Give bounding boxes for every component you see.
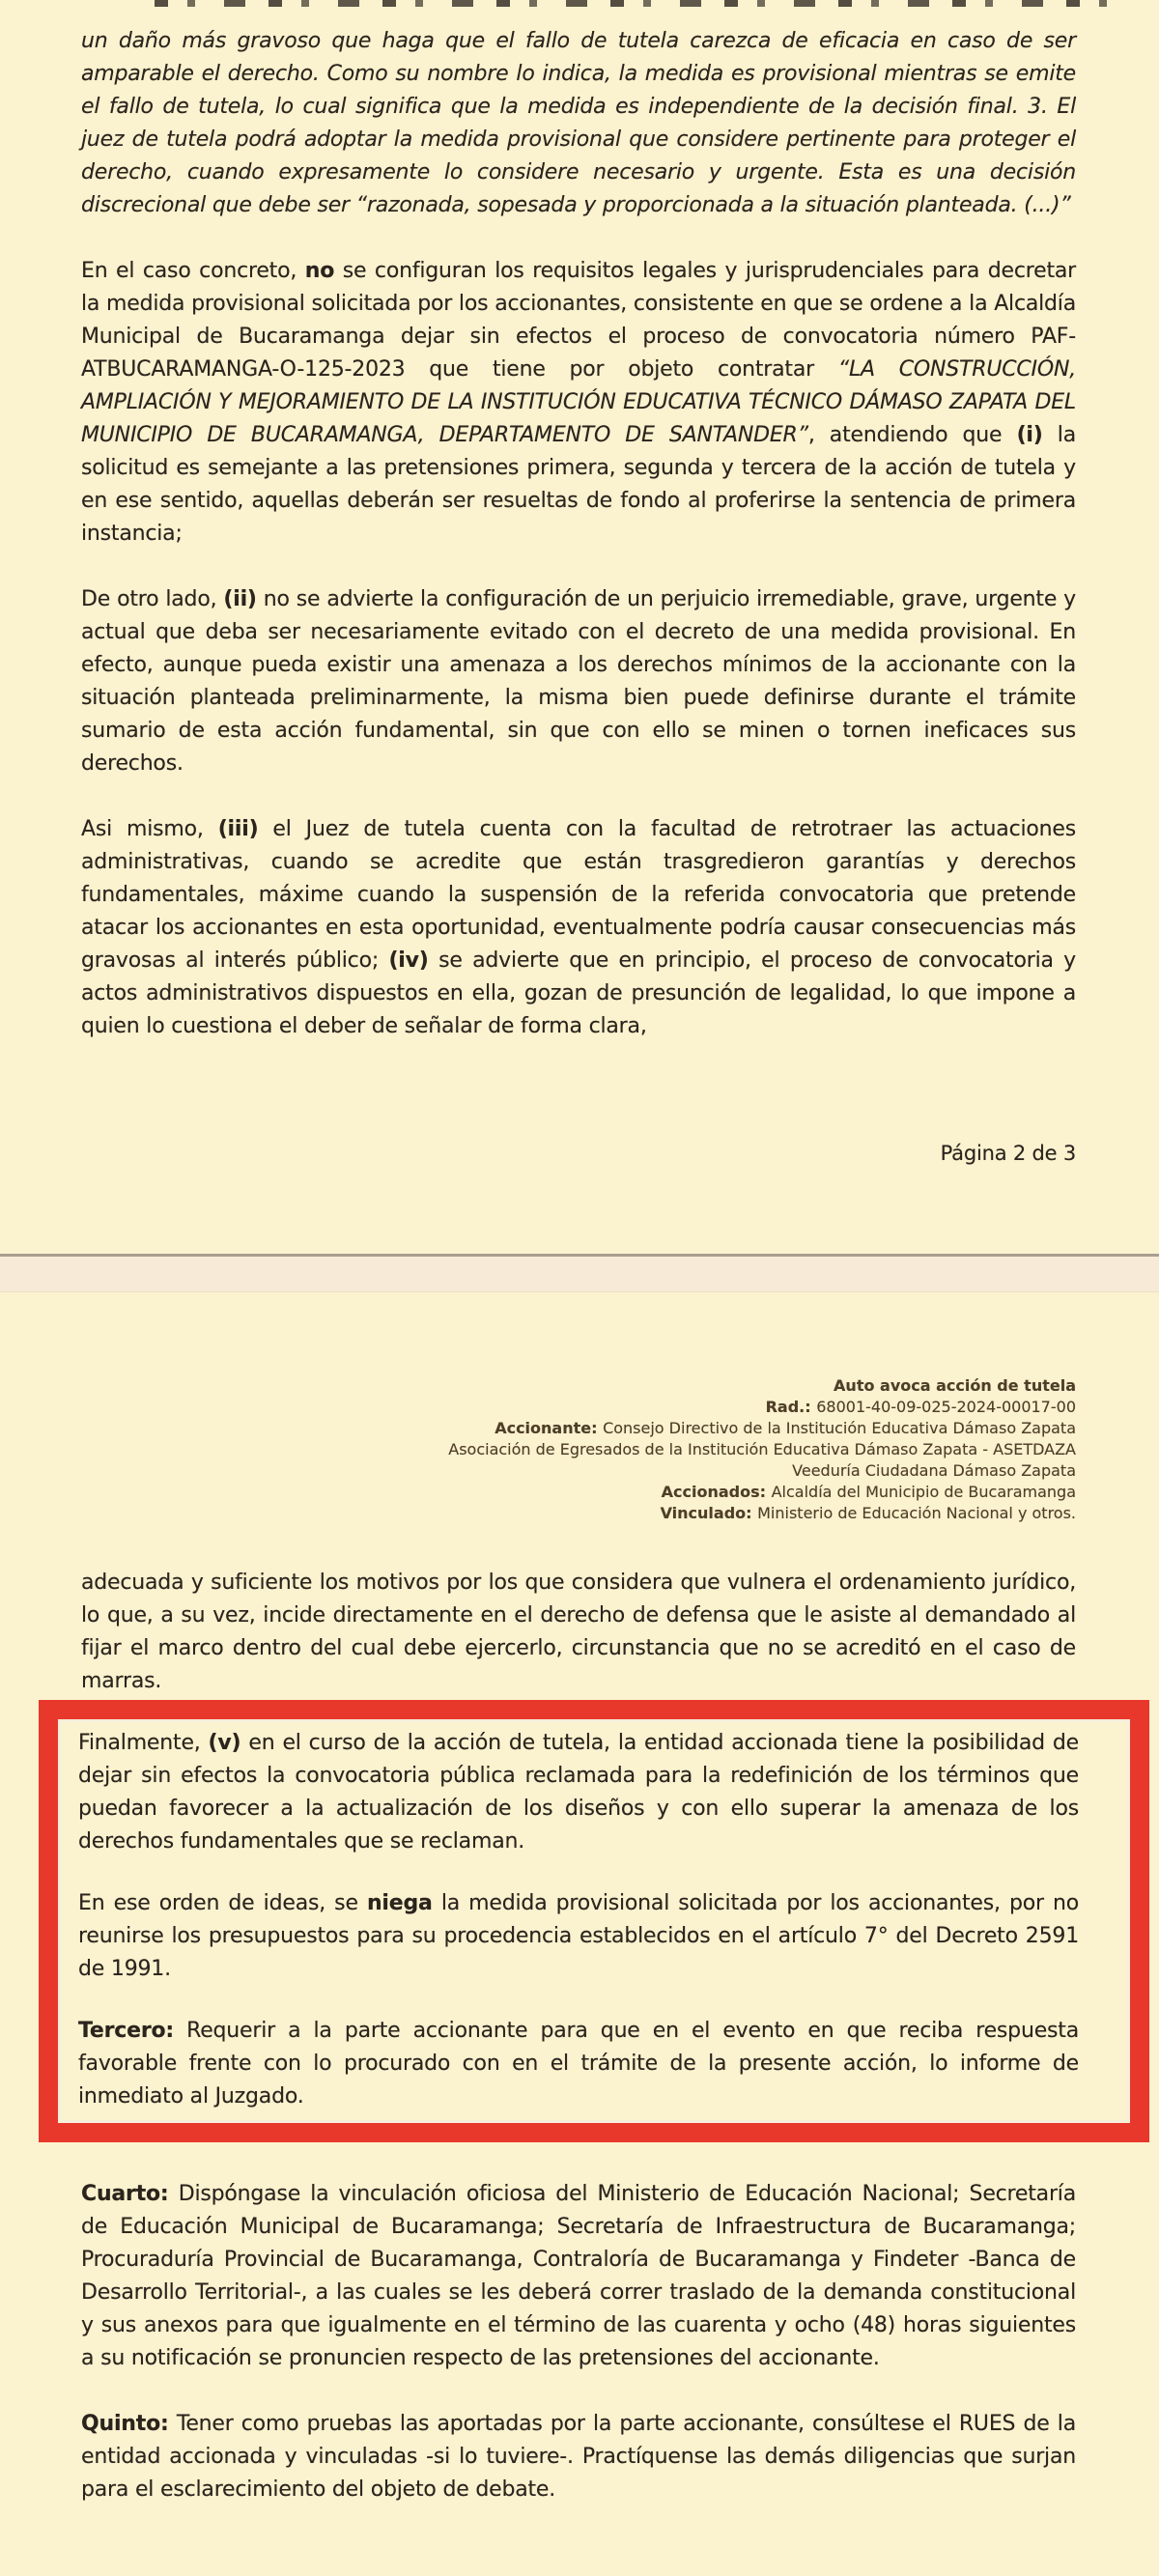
page-number: Página 2 de 3 — [940, 1142, 1076, 1165]
header-line-title: Auto avoca acción de tutela — [834, 1376, 1076, 1395]
paragraph-asi-mismo: Asi mismo, (iii) el Juez de tutela cuenta con la facultad de retrotraer las actuaciones administrativas, cuando se acredite que están trasgredieron garantías y derechos fundamentales, máxime cuando la suspensión de la referida convocatoria que pretende atacar los accionantes en esta oportunidad, eventualmente podría causar consecuencias más gravosas al interés público; (iv) se advierte que en principio, el proceso de convocatoria y actos administrativos dispuestos en ella, gozan de presunción de legalidad, lo que impone a quien lo cuestiona el deber de señalar de forma clara, — [81, 817, 1076, 1038]
paragraph-de-otro-lado: De otro lado, (ii) no se advierte la configuración de un perjuicio irremediable, grave, urgente y actual que deba ser necesariamente evitado con el decreto de una medida provisional. En efecto, aunque pueda existir una amenaza a los derechos mínimos de la accionante con la situación planteada preliminarmente, la misma bien puede definirse durante el trámite sumario de esta acción fundamental, sin que con ello se minen o tornen ineficaces sus derechos. — [81, 587, 1076, 776]
cut-off-text-fragments — [155, 0, 1111, 7]
paragraph-caso-concreto: En el caso concreto, no se configuran los requisitos legales y jurisprudenciales para decretar la medida provisional solicitada por los accionantes, consistente en que se ordene a la Alcaldía Municipal de Bucaramanga dejar sin efectos el proceso de convocatoria número PAF- ATBUCARAMANGA-O-125-2023 que tiene por objeto contratar “LA CONSTRUCCIÓN, AMPLIACIÓN Y MEJORAMIENTO DE LA INSTITUCIÓN EDUCATIVA TÉCNICO DÁMASO ZAPATA DEL MUNICIPIO DE BUCARAMANGA, DEPARTAMENTO DE SANTANDER”, atendiendo que (i) la solicitud es semejante a las pretensiones primera, segunda y tercera de la acción de tutela y en ese sentido, aquellas deberán ser resueltas de fondo al proferirse la sentencia de primera instancia; — [81, 259, 1077, 546]
header-line-radicado: Rad.: 68001-40-09-025-2024-00017-00 — [765, 1398, 1076, 1416]
paragraph-adecuada: adecuada y suficiente los motivos por los que considera que vulnera el ordenamiento jurídico, lo que, a su vez, incide directamente en el derecho de defensa que le asiste al demandado al fijar el marco dentro del cual debe ejercerlo, circunstancia que no se acreditó en el caso de marras. — [81, 1571, 1076, 1693]
red-highlight-box — [39, 1700, 1149, 2142]
case-header-block — [81, 1375, 1076, 1524]
page-break-divider — [0, 1254, 1159, 1292]
paragraph-cuarto: Cuarto: Dispóngase la vinculación oficiosa del Ministerio de Educación Nacional; Secretaría de Educación Municipal de Bucaramanga; Secretaría de Infraestructura de Bucaramanga; Procuraduría Provincial de Bucaramanga, Contraloría de Bucaramanga y Findeter -Banca de Desarrollo Territorial-, a las cuales se les deberá correr traslado de la demanda constitucional y sus anexos para que igualmente en el término de las cuarenta y ocho (48) horas siguientes a su notificación se pronuncien respecto de las pretensiones del accionante. — [81, 2182, 1076, 2370]
header-line-accionante: Accionante: Consejo Directivo de la Institución Educativa Dámaso Zapata — [495, 1419, 1076, 1437]
header-line-vinculado: Vinculado: Ministerio de Educación Nacional y otros. — [660, 1504, 1076, 1522]
paragraph-niega-medida: En ese orden de ideas, se niega la medida provisional solicitada por los accionantes, por no reunirse los presupuestos para su procedencia establecidos en el artículo 7° del Decreto 2591 de 1991. — [78, 1891, 1079, 1981]
paragraph-finalmente: Finalmente, (v) en el curso de la acción de tutela, la entidad accionada tiene la posibilidad de dejar sin efectos la convocatoria pública reclamada para la redefinición de los términos que puedan favorecer a la actualización de los diseños y con ello superar la amenaza de los derechos fundamentales que se reclaman. — [78, 1731, 1079, 1854]
paragraph-tercero: Tercero: Requerir a la parte accionante para que en el evento en que reciba respuesta favorable frente con lo procurado con en el trámite de la presente acción, lo informe de inmediato al Juzgado. — [78, 2019, 1079, 2109]
document-page-1 — [0, 0, 1159, 1254]
header-line-veeduria: Veeduría Ciudadana Dámaso Zapata — [792, 1461, 1076, 1480]
header-line-asociacion: Asociación de Egresados de la Institución Educativa Dámaso Zapata - ASETDAZA — [448, 1440, 1076, 1458]
header-line-accionados: Accionados: Alcaldía del Municipio de Bucaramanga — [661, 1483, 1076, 1501]
paragraph-quinto: Quinto: Tener como pruebas las aportadas por la parte accionante, consúltese el RUES de la entidad accionada y vinculadas -si lo tuviere-. Practíquense las demás diligencias que surjan para el esclarecimiento del objeto de debate. — [81, 2412, 1076, 2502]
document-page-2 — [0, 1292, 1159, 2576]
quote-paragraph: un daño más gravoso que haga que el fallo de tutela carezca de eficacia en caso de ser amparable el derecho. Como su nombre lo indica, la medida es provisional mientras se emite el fallo de tutela, lo cual significa que la medida es independiente de la decisión final. 3. El juez de tutela podrá adoptar la medida provisional que considere pertinente para proteger el derecho, cuando expresamente lo considere necesario y urgente. Esta es una decisión discrecional que debe ser “razonada, sopesada y proporcionada a la situación planteada. (...)” — [81, 29, 1076, 217]
